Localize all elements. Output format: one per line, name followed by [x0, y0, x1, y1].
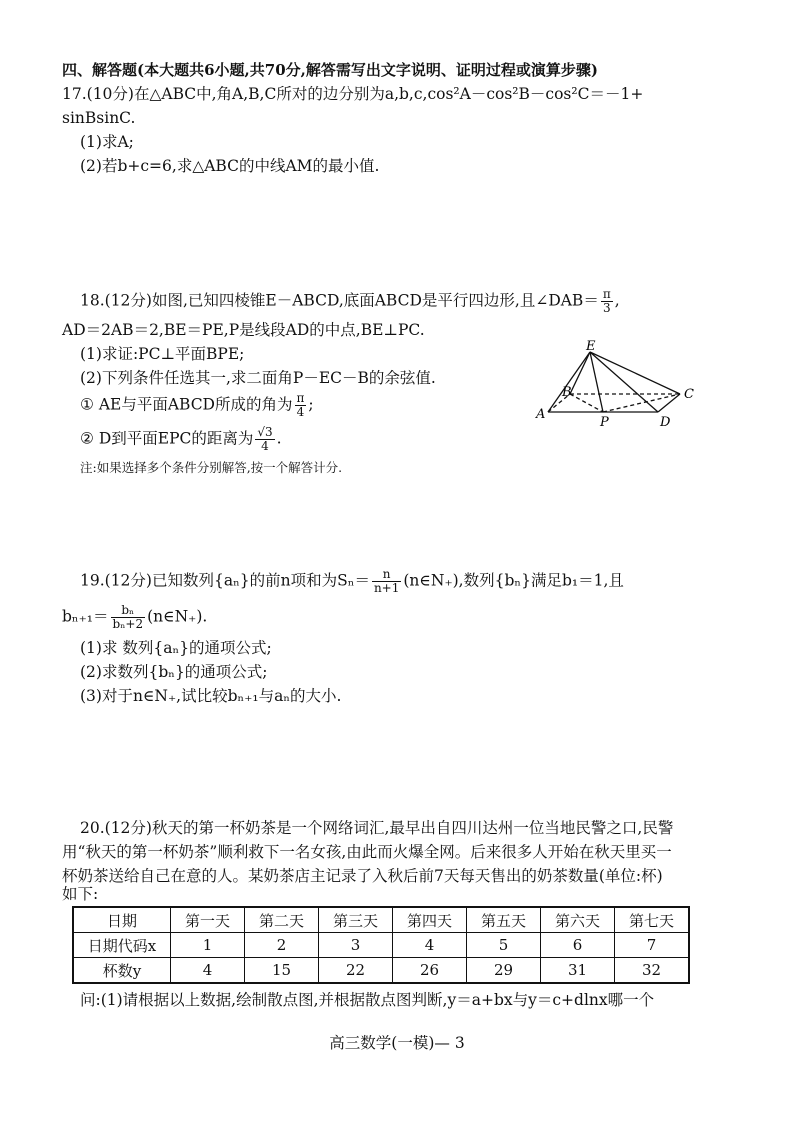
q18-cond2-end: .: [276, 429, 282, 448]
q19-stem-text1: 19.(12分)已知数列{aₙ}的前n项和为Sₙ＝: [80, 571, 370, 590]
q18-cond2-text: ② D到平面EPC的距离为: [80, 429, 254, 448]
edge-EB: [570, 352, 590, 394]
label-B: B: [562, 385, 572, 400]
q18-cond1-den: 4: [296, 405, 305, 419]
q18-stem-text: 18.(12分)如图,已知四棱锥E－ABCD,底面ABCD是平行四边形,且∠DAB＝: [80, 291, 599, 310]
label-P: P: [600, 415, 609, 430]
table-cell: 31: [541, 958, 615, 984]
q18-cond1-end: ;: [308, 395, 314, 414]
table-row: [73, 907, 689, 933]
section-header: 四、解答题(本大题共6小题,共70分,解答需写出文字说明、证明过程或演算步骤): [62, 61, 598, 79]
table-cell: 7: [615, 933, 690, 958]
table-cell: 日期代码x: [73, 933, 171, 958]
table-cell: 15: [245, 958, 319, 984]
q18-note: 注:如果选择多个条件分别解答,按一个解答计分.: [80, 460, 343, 475]
q20-line1: 20.(12分)秋天的第一杯奶茶是一个网络词汇,最早出自四川达州一位当地民警之口,民警: [80, 819, 674, 837]
label-C: C: [684, 387, 694, 402]
q19-recur-num: bₙ: [111, 604, 146, 618]
q20-line2: 用“秋天的第一杯奶茶”顺利救下一名女孩,由此而火爆全网。后来很多人开始在秋天里买一: [62, 843, 672, 861]
label-E: E: [586, 339, 596, 354]
table-cell: 26: [393, 958, 467, 984]
q18-frac-num: π: [602, 287, 611, 301]
sales-table: [72, 906, 690, 984]
q19-stem-text2: (n∈N₊),数列{bₙ}满足b₁＝1,且: [403, 571, 624, 590]
q18-part1: (1)求证:PC⊥平面BPE;: [80, 345, 245, 363]
table-cell: 5: [467, 933, 541, 958]
q19-recur-lhs: bₙ₊₁＝: [62, 607, 109, 626]
q18-frac-den: 3: [602, 301, 611, 315]
q18-cond1-fraction: [295, 392, 307, 419]
q19-sn-den: n+1: [373, 581, 400, 595]
table-cell: 4: [171, 958, 245, 984]
table-cell: 第七天: [615, 907, 690, 933]
q18-condition1: [80, 392, 314, 419]
q18-angle-fraction: [601, 288, 613, 315]
table-cell: 第三天: [319, 907, 393, 933]
q19-part1: (1)求 数列{aₙ}的通项公式;: [80, 639, 272, 657]
table-cell: 第四天: [393, 907, 467, 933]
q19-stem-line2: [62, 604, 207, 631]
q17-part2: (2)若b+c=6,求△ABC的中线AM的最小值.: [80, 157, 380, 175]
table-cell: 1: [171, 933, 245, 958]
table-cell: 第六天: [541, 907, 615, 933]
q17-stem-line2: sinBsinC.: [62, 109, 136, 127]
q19-part2: (2)求数列{bₙ}的通项公式;: [80, 663, 268, 681]
q19-sn-num: n: [372, 568, 401, 582]
q19-part3: (3)对于n∈N₊,试比较bₙ₊₁与aₙ的大小.: [80, 687, 342, 705]
edge-BP: [570, 394, 603, 412]
table-cell: 2: [245, 933, 319, 958]
table-cell: 4: [393, 933, 467, 958]
edge-DC: [658, 394, 680, 412]
q18-stem-end: ,: [614, 291, 620, 310]
q18-cond2-den: 4: [261, 439, 269, 453]
table-cell: 32: [615, 958, 690, 984]
label-A: A: [536, 407, 546, 422]
q18-cond1-num: π: [296, 391, 305, 405]
table-cell: 22: [319, 958, 393, 984]
table-cell: 第五天: [467, 907, 541, 933]
q20-line3: 杯奶茶送给自己在意的人。某奶茶店主记录了入秋后前7天每天售出的奶茶数量(单位:杯): [62, 867, 663, 885]
edge-EC: [590, 352, 680, 394]
q20-line4: 如下:: [62, 885, 99, 903]
table-cell: 第一天: [171, 907, 245, 933]
table-cell: 杯数y: [73, 958, 171, 984]
q18-part2: (2)下列条件任选其一,求二面角P－EC－B的余弦值.: [80, 369, 436, 387]
edge-ED: [590, 352, 658, 412]
table-row: [73, 933, 689, 958]
q17-stem-line1: 17.(10分)在△ABC中,角A,B,C所对的边分别为a,b,c,cos²A－cos²B－cos²C＝－1+: [62, 85, 644, 103]
q17-part1: (1)求A;: [80, 133, 134, 151]
q19-stem-line1: [80, 568, 624, 595]
q19-recur-fraction: [111, 604, 146, 631]
table-cell: 29: [467, 958, 541, 984]
q18-stem-line2: AD＝2AB＝2,BE＝PE,P是线段AD的中点,BE⊥PC.: [62, 321, 425, 339]
q19-recur-den: bₙ+2: [112, 617, 144, 631]
q18-stem-line1: [80, 288, 620, 315]
table-row: [73, 958, 689, 984]
table-cell: 3: [319, 933, 393, 958]
pyramid-figure: [528, 338, 708, 438]
q19-recur-end: (n∈N₊).: [147, 607, 208, 626]
q18-cond2-fraction: [255, 426, 274, 453]
q18-condition2: [80, 426, 282, 453]
edge-EA: [548, 352, 590, 412]
q19-sn-fraction: [372, 568, 401, 595]
table-cell: 第二天: [245, 907, 319, 933]
q18-cond1-text: ① AE与平面ABCD所成的角为: [80, 395, 293, 414]
q20-question: 问:(1)请根据以上数据,绘制散点图,并根据散点图判断,y＝a+bx与y＝c+dlnx哪一个: [80, 991, 655, 1009]
q18-cond2-num: √3: [257, 425, 273, 439]
label-D: D: [660, 415, 671, 430]
page-footer: 高三数学(一模)— 3: [329, 1034, 465, 1052]
table-cell: 日期: [73, 907, 171, 933]
table-cell: 6: [541, 933, 615, 958]
